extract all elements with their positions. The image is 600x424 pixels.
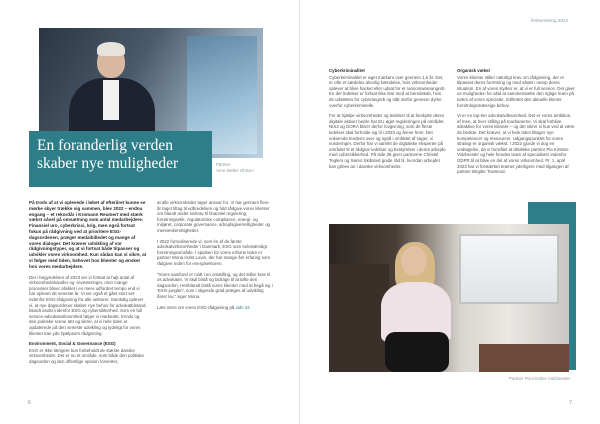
growth-paragraph-1: Vores klienter stiller naturligt krav om rådgivning, der er tilpasset deres forretning og med afsæt i netop deres situation. En af vores styrker er, at vi er full service. Det giver os muligheden for altid at sammensætte den rigtige team på tværs af vores specialer, målrettet den aktuelle klients forretningsmæssige behov. bbox=[457, 74, 575, 108]
office-window bbox=[459, 234, 559, 304]
partner-photo bbox=[329, 224, 569, 372]
cyber-paragraph-1: Cyberkriminalitet er øget markant over gennem 1,6 år. Det, er ofte et sørdeles alvorlig hændelse, hvis virksomheder oplever at blive hacket eller udsat for et ransomwareangreb. En der ledelser er fortsat ikke klar med at beredskab, hvis de udsættes for cyberangreb og står derfor gennem dyrke overfor cyberkriminelle. bbox=[329, 74, 446, 108]
left-column-2 bbox=[157, 200, 273, 315]
esg-heading: Environment, Social & Governance (ESG) bbox=[29, 341, 116, 347]
quote-paragraph: "Vores samfund er midt i en omstilling, og det stiller krav til os advokater. Vi skal bistå og bidrage til at løfte den dagsorden. Heriblandt bistå vores klienter med at begå sig i 'ESG-junglen', som i stigende grad præges af udvikling ifaret lov," siger Mona. bbox=[157, 271, 273, 299]
cyber-paragraph-2: For at hjælpe virksomheder og ledelser til at beskytte deres digitale aktiver bedre har EU øget reguleringen på området. NIS2 og DORA bliver derfor lovgivning, som de fleste ledelser skal forholde sig til i 2023 og årene frem. Det voksende tendens over og også i omfattet af sager, vi vurderinger. Derfor har vi samlet de digitalske eksperter på området til et rådgive ledelser og bestyrelser i deres arbejde med cybersikkerhed. På side 28 giver partnerne Christel Teglers og Søren Skibsted guide råd til, hvordan arbejdet kan gribes an i danske virksomheder. bbox=[329, 113, 446, 169]
lead-paragraph: På trods af at vi oplevede i løbet af efteråret kunne se mørke skyer trække sig sammen, blev 2022 – endnu engang – et rekordår i Kromann Reumert med stærk vækst såvel på omsætning som antal medarbejdere. Finansiel uro, cyberkrisci, krig, men også fortsat fokus på rådgivning ved at prioritere ESG-dagsordenen, præger medaibilledet og mange af vores dialoger. Det kræver udvikling af vor rådgivningstyper, og at vi fortsat både tilpasser og udvikler vores virksomhed. Kun sådan kan vi sikre, at vi følger med tiden, behovet hos klienter og ønsker hos vores medarbejdere. bbox=[29, 200, 147, 269]
growth-heading: Organisk vækst bbox=[457, 68, 490, 73]
page-number-right: 7 bbox=[569, 400, 572, 406]
page-number-left: 6 bbox=[28, 400, 31, 406]
cyber-heading: Cyberkriminalitet bbox=[329, 68, 365, 73]
growth-paragraph-2: Vi er en top-tier advokatvirksomhed. Det er vores ambition, af men, at hver stilling på tourbanerne. Vi skal forblive attraktive for vores klienter – og det sikrer vi kun ved at være de bedste. Det kræver, at vi hele tiden tiltager nye kompetencer og ressourcer. Udgangspunktet for vores strategi er organisk vækst. I 2022 gjorde vi dog en undtagelse, da vi formålet at tiltrække partner Pia Kirstine Voldmester og hele hendes team af specialister indenfor GDPR til at blive en del af vores virksomhed. Pr. 1. april 2023 har vi forstærket teamet yderligere med tilgangen af partner Birgitte Townend. bbox=[457, 113, 575, 175]
person-legs bbox=[385, 332, 449, 372]
read-more bbox=[157, 305, 273, 311]
running-header: Årsberetning 2022 bbox=[530, 18, 568, 23]
right-page bbox=[300, 0, 600, 424]
speaker-shirt bbox=[103, 80, 119, 120]
esg-paragraph-3: I 2022 formaliserede vi, som én af de første advokatvirksomheder i Danmark, ESG som selvstændigt forretningsområde. I spidsen for vores erfarne team er partner Mona Holst Levin, der har mange års erfaring som rådgiver inden for energisektoren. bbox=[157, 238, 270, 266]
speaker-hair bbox=[97, 42, 125, 56]
esg-paragraph-2: at alle virksomheder tager ansvar for. Vi har gennem flere år taget tiltag til udbredelsen og fuld rådgive vores klienter om blandt andet lovkrav til finansiel regulering, forretningsetik, regulatoriske compliance, energi- og miljøret, corporate governance, arbejdsgiverrettigheder og menneskerettigheder. bbox=[157, 200, 270, 233]
photo-caption-right: Partner Pia Kirstine Voldmester bbox=[508, 376, 570, 381]
body-paragraph: Det i begyndelsen af 2023 ser vi fortsat at højt antal af virksomhedshandler og -investeringer, men mange processer bliver afviklet i en mere udfordret tempo end vi har oplevet de seneste år. Vi ser også et gået stort set indenfor ESG-rådgivning fra alle sektorer. Samtidig oplever vi, at nye dagsordener skaber nye behov for advokatbistand, blandt andet indenfor ESG og cybersikkerhed. Som en full service-advokatvirksomhed følger vi markedet, trends og den politiske scene tæt og sikrer, at vi hele tiden er opdaterede på den seneste udvikling og tydeligt for vores klienter kan yde hjælpsom rådgivning. bbox=[29, 274, 147, 336]
right-column-1 bbox=[329, 66, 447, 174]
person-head bbox=[401, 246, 427, 276]
read-more-link[interactable]: side 34 bbox=[235, 304, 250, 310]
photo-caption-left: Partner Arne Møller Ohlsen bbox=[216, 162, 254, 173]
read-more-text: Læs mere om vores ESG-rådgivning på bbox=[157, 304, 236, 310]
side-table bbox=[479, 344, 569, 372]
right-column-2 bbox=[457, 66, 575, 180]
esg-paragraph: ESG er ikke længere kun forbeholdt de største danske virksomheder. Det er nu et område, som både den politiske dagsorden og den offentlige opinion forventer, bbox=[29, 347, 144, 364]
page-title: En foranderlig verden skaber nye muligheder bbox=[37, 137, 179, 172]
chair bbox=[329, 264, 389, 372]
left-column-1 bbox=[29, 200, 147, 369]
headline-box bbox=[29, 131, 212, 187]
